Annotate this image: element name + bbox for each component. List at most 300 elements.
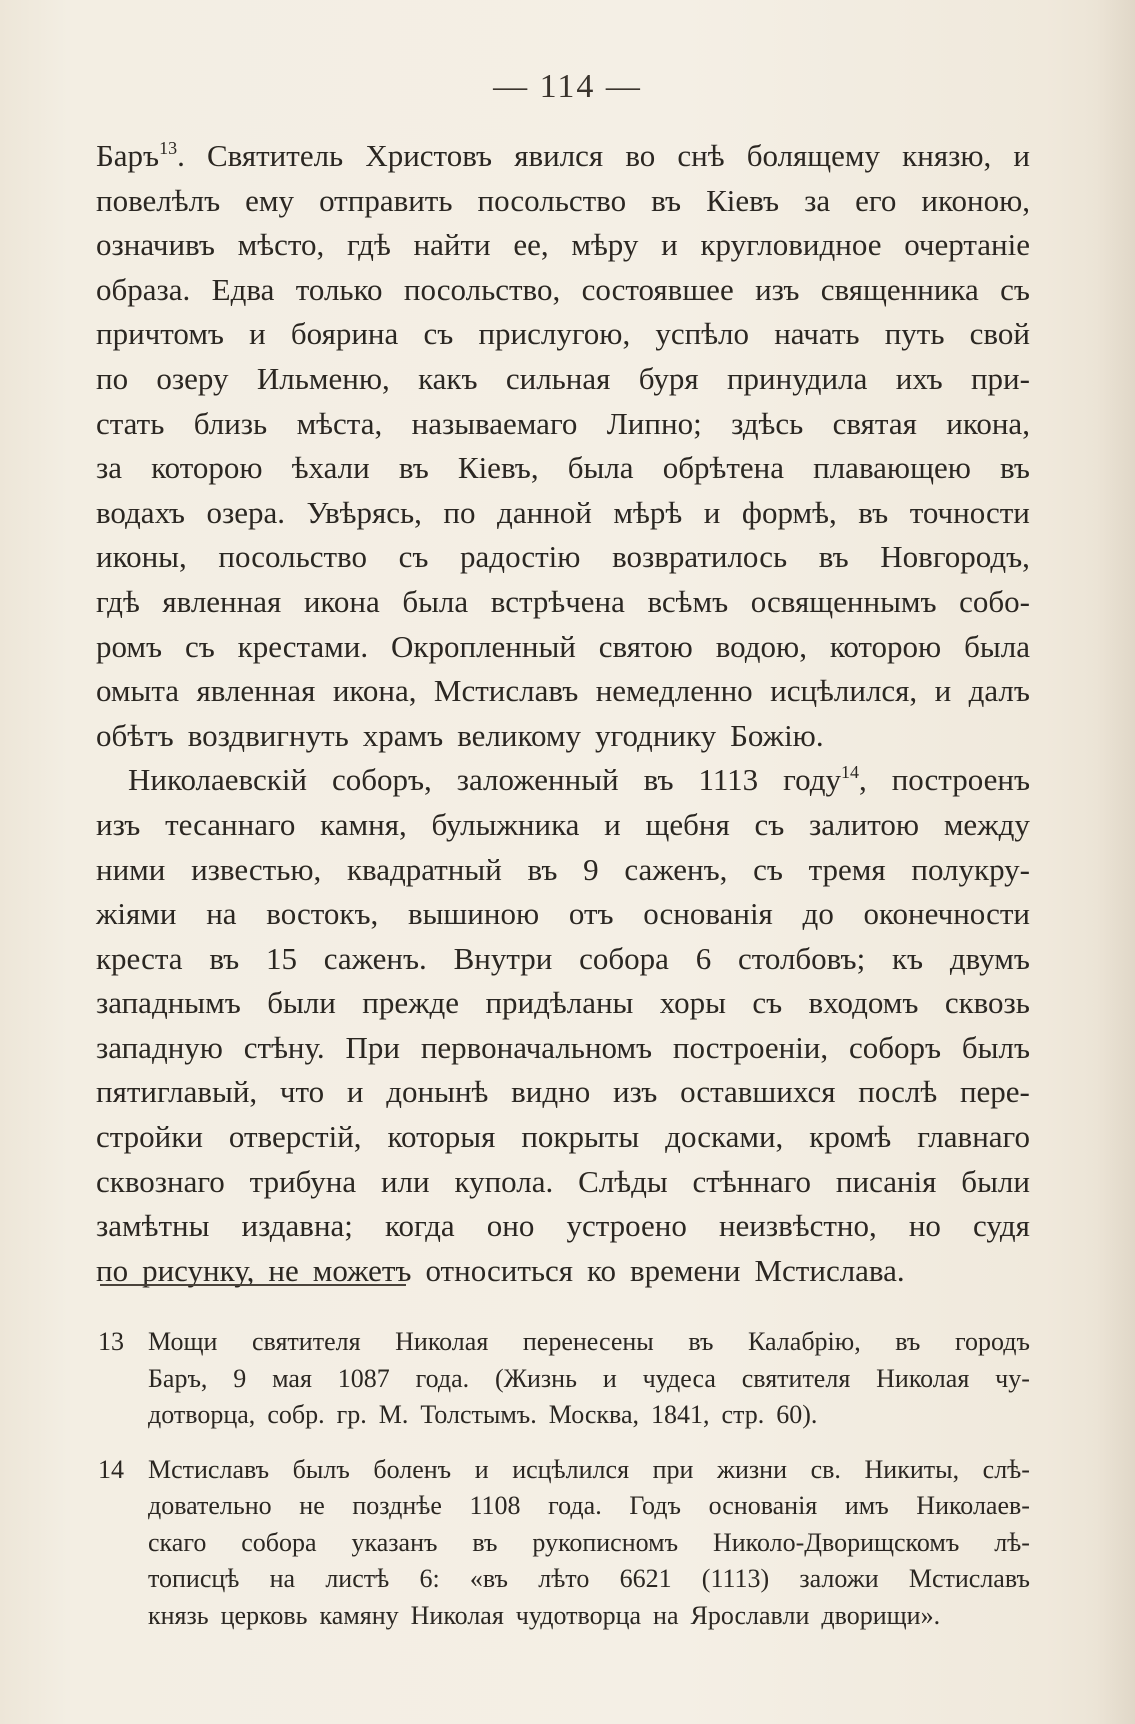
word: года. (548, 1491, 602, 1520)
word-text: иконы, (96, 539, 187, 575)
word (412, 402, 578, 447)
word (280, 1070, 324, 1115)
word-text: близь (193, 405, 268, 441)
word (399, 446, 429, 491)
word (742, 491, 837, 536)
word-text: стѣннаго (692, 1163, 812, 1199)
footnote-ref: 14 (840, 762, 859, 783)
word: тописцѣ (148, 1564, 240, 1593)
word-text: неизвѣстно, (718, 1208, 877, 1244)
word-text: заложенный (456, 762, 619, 798)
word-text: озера. (206, 494, 285, 530)
word (647, 580, 728, 625)
word (96, 1115, 203, 1160)
word (267, 981, 336, 1026)
text-line (96, 892, 1030, 937)
word-text: саженъ. (323, 940, 427, 976)
word (291, 312, 398, 357)
word: въ (688, 1327, 714, 1356)
word (296, 268, 383, 313)
word-text: гдѣ (96, 583, 140, 619)
word-text: немедленно (595, 673, 753, 709)
word (96, 1070, 257, 1115)
word (528, 848, 558, 893)
word (696, 937, 712, 982)
word-text: главнаго (917, 1119, 1030, 1155)
word (191, 848, 321, 893)
word-text: ему (245, 182, 295, 218)
word-text: явился (514, 138, 604, 173)
word-text: до (802, 896, 834, 932)
word: слѣ- (982, 1454, 1030, 1484)
word (207, 134, 343, 179)
word (727, 357, 867, 402)
word (660, 981, 726, 1026)
footnote-line (98, 1561, 1030, 1598)
word (1000, 268, 1030, 313)
word: Мстиславъ (148, 1454, 270, 1484)
word (188, 714, 349, 759)
word-text: прежде (362, 985, 460, 1021)
word (892, 758, 1030, 803)
word-text: донынѣ (386, 1074, 489, 1110)
footnote-line (98, 1324, 1030, 1361)
word-text: отверстій, (228, 1119, 362, 1155)
word: не (299, 1491, 325, 1520)
word-text: издавна; (241, 1208, 353, 1244)
word-text: Липно; (606, 405, 702, 441)
word-text: купола. (454, 1163, 554, 1199)
word (643, 892, 773, 937)
word-text: исцѣлился, (770, 673, 918, 709)
word-text: соборъ (848, 1029, 942, 1065)
word: Толстымъ. (420, 1400, 537, 1429)
word-text: и (1013, 138, 1030, 173)
word: въ (472, 1527, 498, 1557)
word-text: буря (638, 360, 699, 396)
word (731, 402, 803, 447)
word-text: и (249, 316, 266, 352)
word: основанія (708, 1491, 818, 1520)
word (693, 1160, 812, 1205)
word-text: принудила (726, 360, 868, 396)
word (849, 1026, 941, 1071)
word (625, 134, 655, 179)
word (624, 848, 727, 893)
word (96, 848, 165, 893)
page-edge-shadow (1095, 0, 1135, 1724)
word (970, 312, 1030, 357)
word-text: камня, (320, 806, 407, 842)
word (363, 714, 443, 759)
footnote-number: 14 (98, 1454, 124, 1484)
word (478, 312, 630, 357)
word: года. (415, 1363, 470, 1393)
word (194, 402, 267, 447)
word-text: святою (598, 628, 693, 664)
word: чу- (995, 1363, 1030, 1393)
word-text: мѣру (571, 227, 639, 263)
word: былъ (292, 1454, 350, 1484)
word (612, 535, 787, 580)
text-line (96, 1070, 1030, 1115)
word: при (652, 1454, 694, 1484)
word (434, 669, 578, 714)
word (218, 535, 367, 580)
word-text: посольство (477, 182, 627, 218)
word-text: ихъ (895, 360, 943, 396)
word-text: Христовъ (365, 138, 493, 173)
word-text: омыта (96, 673, 180, 709)
word-text: икона, (332, 673, 417, 709)
word-text: явленная (162, 583, 282, 619)
word-text: найти (413, 227, 491, 263)
word-text: пере- (959, 1074, 1030, 1110)
word-text: на (206, 896, 237, 932)
word (910, 491, 1030, 536)
word: довательно (148, 1491, 272, 1520)
word: камяну (319, 1600, 399, 1630)
word-text: его (855, 182, 897, 218)
word-text: водою, (715, 628, 807, 664)
word (404, 268, 560, 313)
word (244, 1026, 325, 1071)
word (347, 848, 502, 893)
word (880, 535, 1030, 580)
word-text: была (567, 450, 634, 486)
word (770, 669, 917, 714)
word-text: ромъ (96, 628, 163, 664)
word (651, 179, 681, 224)
word-text: тремя (808, 851, 886, 887)
word (754, 803, 784, 848)
text-line (96, 179, 1030, 224)
word (266, 937, 297, 982)
text-line (96, 312, 1030, 357)
word (917, 1115, 1030, 1160)
word-text: храмъ (362, 717, 444, 753)
word: въ (895, 1327, 921, 1356)
word (630, 1249, 740, 1294)
word (716, 625, 807, 670)
word-text: водахъ (96, 494, 185, 530)
word-text: изъ (612, 1074, 658, 1110)
footnote-first-line-text (148, 1324, 1030, 1361)
word-text: въ (818, 539, 849, 575)
word-text: былъ (961, 1029, 1030, 1065)
word-text: святая (832, 405, 917, 441)
word: Николая (876, 1363, 970, 1393)
word-text: точности (909, 494, 1030, 530)
word (804, 179, 830, 224)
word (165, 803, 295, 848)
word (700, 223, 881, 268)
word (809, 803, 919, 848)
word (698, 758, 758, 803)
footnote-first-line-text (148, 1452, 1030, 1489)
word-text: досками, (665, 1119, 784, 1155)
word (809, 1115, 891, 1160)
word (454, 1160, 553, 1205)
word-text: Окропленный (391, 628, 576, 664)
word-text: свой (969, 316, 1030, 352)
word (497, 491, 592, 536)
text-line (96, 1160, 1030, 1205)
word (96, 312, 224, 357)
text-line (96, 981, 1030, 1026)
word-text: изъ (96, 806, 141, 842)
word-text: только (295, 271, 383, 307)
word-text: вышиною (407, 896, 540, 932)
word-text: въ (527, 851, 558, 887)
word-text: и (703, 494, 721, 530)
word (506, 357, 611, 402)
text-line (96, 268, 1030, 313)
word (457, 758, 619, 803)
word-text: Увѣрясь, (306, 494, 422, 530)
word (96, 1160, 225, 1205)
word (347, 223, 391, 268)
word (423, 312, 453, 357)
word (809, 848, 886, 893)
word-text: и (346, 1074, 364, 1110)
word (604, 803, 621, 848)
word-text: успѣло (655, 316, 750, 352)
word-text: сильная (505, 360, 611, 396)
word-text: придѣланы (485, 985, 634, 1021)
word-text: западную (96, 1029, 223, 1065)
word-text: году (783, 762, 841, 798)
word-text: столбовъ; (737, 940, 866, 976)
word (257, 357, 390, 402)
word-text: оставшихся (680, 1074, 836, 1110)
word (206, 892, 236, 937)
word-text: отправить (319, 182, 453, 218)
word: Мстиславъ (908, 1564, 1030, 1593)
word-text: 9 (583, 851, 599, 887)
word (946, 402, 1030, 447)
text-line (96, 446, 1030, 491)
word (249, 312, 266, 357)
word: дворищи». (821, 1600, 941, 1630)
word (961, 1160, 1030, 1205)
word-text: трибуна (249, 1163, 357, 1199)
word: 1841, (650, 1400, 710, 1429)
word (706, 179, 779, 224)
word-text: когда (384, 1208, 455, 1244)
word (677, 134, 724, 179)
word-text: известью, (191, 851, 322, 887)
word (96, 981, 241, 1026)
word (418, 357, 477, 402)
word: позднѣе (352, 1491, 442, 1520)
word (969, 669, 1030, 714)
word (385, 1204, 455, 1249)
word (399, 535, 429, 580)
word (319, 179, 452, 224)
word (96, 446, 122, 491)
word (566, 1204, 686, 1249)
word (582, 268, 734, 313)
word (431, 803, 579, 848)
word (238, 223, 325, 268)
word-text: была (402, 583, 469, 619)
main-text (96, 134, 1030, 1293)
word-text: Новгородъ, (880, 539, 1030, 575)
word: исцѣлился (512, 1454, 630, 1484)
word-text: икона (303, 583, 380, 619)
text-line (96, 758, 1030, 803)
word: Николо-Дворищскомъ (712, 1527, 960, 1557)
word (96, 1249, 128, 1294)
word (96, 892, 177, 937)
word (885, 312, 945, 357)
word-text: ѣхали (291, 450, 370, 486)
word-text: основанія (643, 896, 773, 932)
word (607, 402, 702, 447)
word (142, 1249, 254, 1294)
word (96, 491, 185, 536)
word (514, 134, 603, 179)
word (568, 446, 634, 491)
word (96, 179, 220, 224)
word-text: за (804, 182, 831, 218)
word (945, 981, 1030, 1026)
word (513, 223, 548, 268)
word-text: Николаевскій (128, 762, 308, 798)
text-line (96, 848, 1030, 893)
word (96, 535, 187, 580)
word (836, 1160, 937, 1205)
word (944, 803, 1030, 848)
word: заложи (799, 1564, 879, 1593)
word (964, 625, 1030, 670)
word (579, 937, 669, 982)
word-text: крестами. (237, 628, 369, 664)
footnote (98, 1324, 1030, 1434)
word (460, 535, 580, 580)
word-text: сквознаго (96, 1163, 225, 1199)
word-text: и (934, 673, 952, 709)
word-text: послѣ (858, 1074, 938, 1110)
word (813, 446, 971, 491)
word: рукописномъ (532, 1527, 679, 1557)
word (96, 937, 183, 982)
word-text: начать (774, 316, 860, 352)
word-text: причтомъ (96, 316, 224, 352)
word-text: были (961, 1163, 1030, 1199)
word-text: которою (829, 628, 942, 664)
word-text: собора (579, 940, 669, 976)
word (96, 580, 140, 625)
word (185, 625, 215, 670)
text-line (96, 669, 1030, 714)
word: указанъ (351, 1527, 438, 1557)
text-line (96, 625, 1030, 670)
word (96, 268, 190, 313)
word (304, 580, 380, 625)
word-text: озеру (156, 360, 229, 396)
word-text: 1113 (698, 762, 759, 798)
word (266, 892, 378, 937)
word-text: креста (96, 940, 183, 976)
word (730, 714, 823, 759)
word (704, 491, 721, 536)
word-text: образа. (96, 271, 191, 307)
word (803, 892, 834, 937)
word-text: кругловидное (700, 227, 882, 263)
word-text: устроено (566, 1208, 687, 1244)
word (809, 981, 919, 1026)
word-text: или (380, 1163, 430, 1199)
word (911, 848, 1030, 893)
word (578, 1160, 668, 1205)
word (821, 268, 979, 313)
word (478, 179, 627, 224)
word-text: стройки (96, 1119, 203, 1155)
word-text: жіями (96, 896, 177, 932)
word-text: радостію (460, 539, 581, 575)
word (151, 446, 262, 491)
word-text: но (908, 1208, 941, 1244)
word (783, 758, 867, 803)
word: Николая (410, 1600, 504, 1630)
word (751, 580, 937, 625)
word: на (269, 1564, 296, 1593)
text-line (96, 937, 1030, 982)
word-text: явленная (196, 673, 316, 709)
word: «въ (469, 1564, 508, 1593)
word-text: видно (511, 1074, 591, 1110)
footnote-divider (100, 1284, 406, 1286)
word-text: болящему (746, 138, 881, 173)
word (297, 402, 383, 447)
word-text: съ (752, 985, 783, 1021)
word (388, 1115, 496, 1160)
word-text: къ (891, 940, 924, 976)
word-text: путь (884, 316, 945, 352)
word: М. (378, 1400, 409, 1429)
word (391, 625, 576, 670)
word-text: пятиглавый, (96, 1074, 258, 1110)
word (896, 357, 943, 402)
punctuation: , (858, 762, 867, 798)
word (408, 892, 539, 937)
word (421, 1026, 652, 1071)
word (96, 357, 128, 402)
word (864, 892, 1030, 937)
word (909, 1204, 941, 1249)
word (212, 268, 275, 313)
word (1000, 446, 1030, 491)
word-text: писанія (835, 1163, 937, 1199)
word (362, 981, 459, 1026)
word-text: воздвигнуть (187, 717, 349, 753)
word: чудотворца (515, 1600, 642, 1630)
word: на (653, 1600, 679, 1630)
word: и (602, 1363, 617, 1393)
word: Николаев- (916, 1491, 1030, 1520)
word-text: ко (587, 1252, 617, 1288)
word (402, 580, 468, 625)
word-text: можетъ (312, 1252, 412, 1288)
word: 1108 (469, 1491, 521, 1520)
word-text: Едва (211, 271, 275, 307)
word: собр. (267, 1400, 325, 1429)
word (414, 223, 491, 268)
word: чудеса (642, 1363, 716, 1393)
footnote-ref: 13 (159, 138, 178, 158)
